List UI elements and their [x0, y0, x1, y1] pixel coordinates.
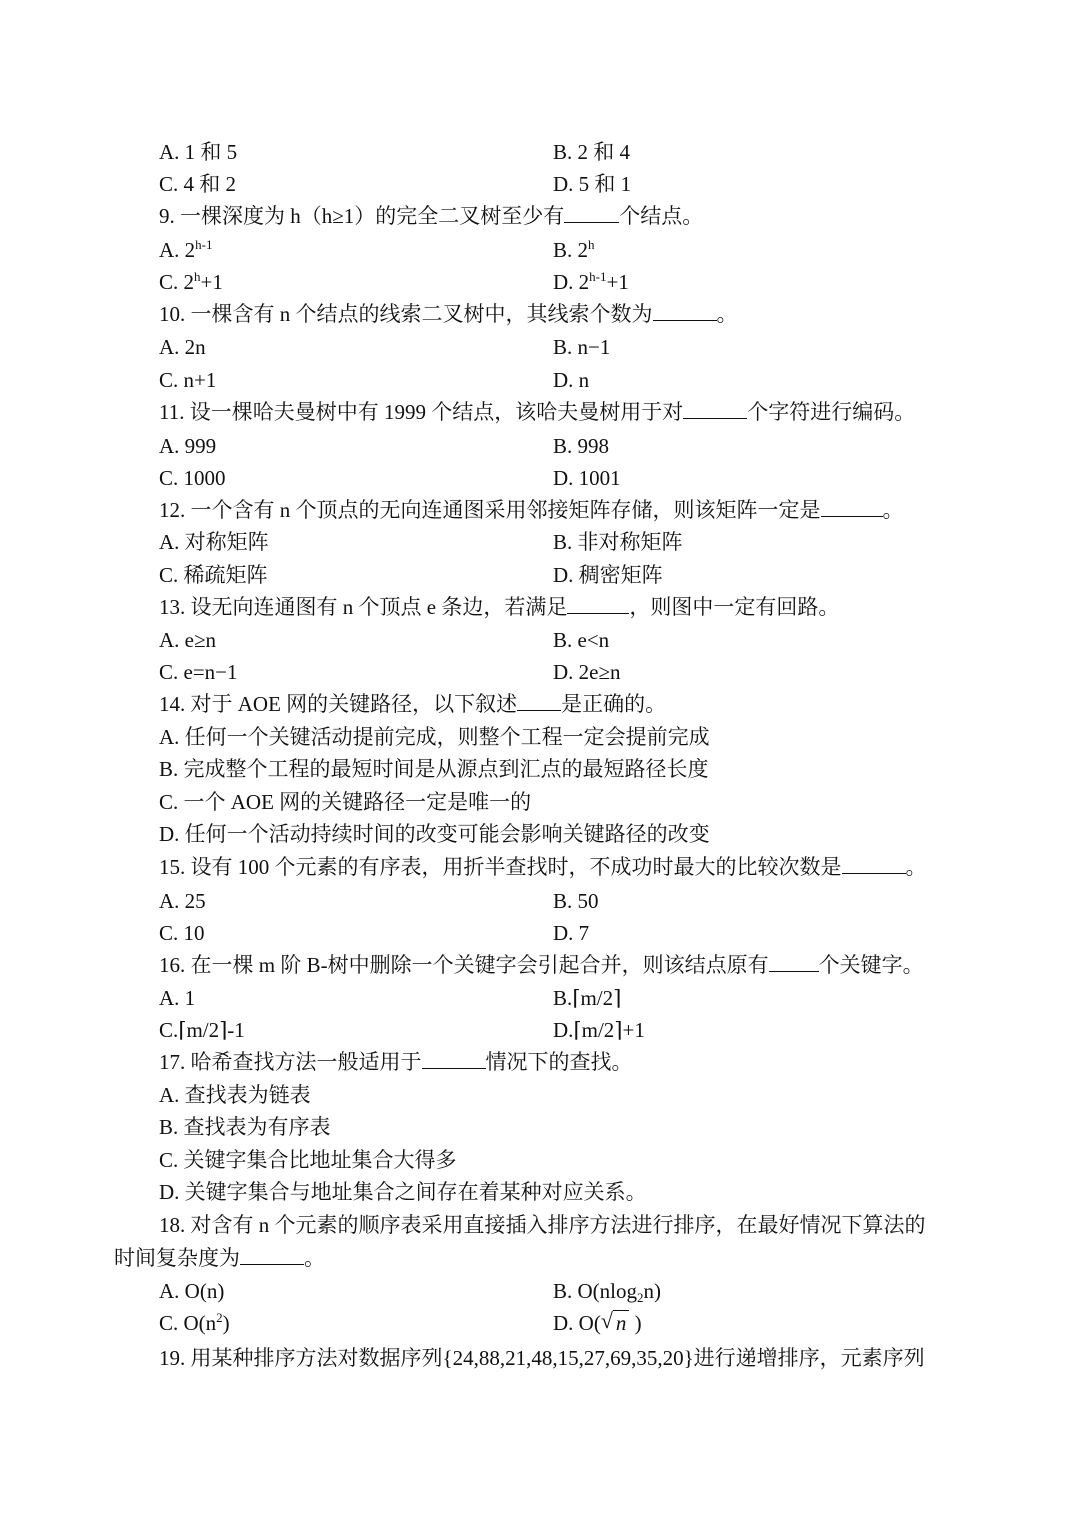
q11-stem: 11. 设一棵哈夫曼树中有 1999 个结点，该哈夫曼树用于对 个字符进行编码。: [159, 400, 916, 424]
q16-option-d: D.⌈m/2⌉+1: [553, 1018, 645, 1042]
q14-option-a: A. 任何一个关键活动提前完成，则整个工程一定会提前完成: [159, 725, 710, 749]
q19-stem: 19. 用某种排序方法对数据序列{24,88,21,48,15,27,69,35,20}进行递增排序，元素序列: [159, 1346, 925, 1370]
answer-blank: [564, 204, 619, 223]
q17-option-a: A. 查找表为链表: [159, 1083, 311, 1107]
q17-stem: 17. 哈希查找方法一般适用于 情况下的查找。: [159, 1050, 633, 1074]
answer-blank: [240, 1246, 304, 1265]
q9-option-b: B. 2$^h$: [553, 237, 595, 262]
q14-option-c: C. 一个 AOE 网的关键路径一定是唯一的: [159, 790, 532, 814]
q14-option-b: B. 完成整个工程的最短时间是从源点到汇点的最短路径长度: [159, 757, 709, 781]
q13-option-d: D. 2e≥n: [553, 660, 621, 684]
q13-option-a: A. e≥n: [159, 628, 217, 652]
q11-option-a: A. 999: [159, 434, 217, 458]
q16-option-b: B.⌈m/2⌉: [553, 986, 622, 1010]
q8-option-c: C. 4 和 2: [159, 172, 237, 196]
q9-option-c: C. $2^h+1$: [159, 269, 223, 294]
answer-blank: [567, 595, 629, 614]
q15-option-c: C. 10: [159, 921, 205, 945]
answer-blank: [769, 953, 819, 972]
q15-option-d: D. 7: [553, 921, 590, 945]
q16-stem: 16. 在一棵 m 阶 B-树中删除一个关键字会引起合并，则该结点原有 个关键字。: [159, 953, 924, 977]
q10-option-b: B. n−1: [553, 335, 611, 359]
q14-option-d: D. 任何一个活动持续时间的改变可能会影响关键路径的改变: [159, 822, 710, 846]
q12-option-d: D. 稠密矩阵: [553, 563, 663, 587]
square-root-symbol: √ n: [601, 1311, 630, 1335]
q12-option-a: A. 对称矩阵: [159, 530, 269, 554]
q18-stem-line2: 时间复杂度为 。: [114, 1246, 325, 1270]
q17-option-d: D. 关键字集合与地址集合之间存在着某种对应关系。: [159, 1180, 647, 1204]
q18-option-d: D. O( √ n ): [553, 1308, 642, 1335]
q11-option-c: C. 1000: [159, 466, 226, 490]
q15-stem: 15. 设有 100 个元素的有序表，用折半查找时，不成功时最大的比较次数是 。: [159, 855, 927, 879]
answer-blank: [517, 692, 561, 711]
q10-option-a: A. 2n: [159, 335, 206, 359]
q15-option-a: A. 25: [159, 889, 206, 913]
q9-option-d: D. $2^{h-1}+1$: [553, 269, 629, 294]
q11-option-d: D. 1001: [553, 466, 621, 490]
answer-blank: [683, 400, 747, 419]
q15-option-b: B. 50: [553, 889, 599, 913]
q9-stem: 9. 一棵深度为 h（h≥1）的完全二叉树至少有 个结点。: [159, 204, 704, 228]
answer-blank: [821, 498, 883, 517]
q17-option-c: C. 关键字集合比地址集合大得多: [159, 1148, 457, 1172]
q10-option-c: C. n+1: [159, 368, 217, 392]
q10-option-d: D. n: [553, 368, 590, 392]
q13-stem: 13. 设无向连通图有 n 个顶点 e 条边，若满足 ，则图中一定有回路。: [159, 595, 840, 619]
q14-stem: 14. 对于 AOE 网的关键路径，以下叙述 是正确的。: [159, 692, 667, 716]
q8-option-d: D. 5 和 1: [553, 172, 632, 196]
q12-option-c: C. 稀疏矩阵: [159, 563, 268, 587]
q13-option-c: C. e=n−1: [159, 660, 238, 684]
q13-option-b: B. e<n: [553, 628, 610, 652]
q10-stem: 10. 一棵含有 n 个结点的线索二叉树中，其线索个数为 。: [159, 302, 738, 326]
q11-option-b: B. 998: [553, 434, 610, 458]
q12-option-b: B. 非对称矩阵: [553, 530, 683, 554]
q18-stem-line1: 18. 对含有 n 个元素的顺序表采用直接插入排序方法进行排序，在最好情况下算法的: [159, 1213, 926, 1237]
answer-blank: [653, 302, 717, 321]
q18-option-c: C. $O(n^2)$: [159, 1310, 230, 1335]
q16-option-c: C.⌈m/2⌉-1: [159, 1018, 245, 1042]
q17-option-b: B. 查找表为有序表: [159, 1115, 331, 1139]
q8-option-b: B. 2 和 4: [553, 140, 631, 164]
q8-option-a: A. 1 和 5: [159, 140, 238, 164]
q16-option-a: A. 1: [159, 986, 196, 1010]
q18-option-a: A. O(n): [159, 1279, 225, 1303]
answer-blank: [422, 1050, 486, 1069]
q12-stem: 12. 一个含有 n 个顶点的无向连通图采用邻接矩阵存储，则该矩阵一定是 。: [159, 498, 904, 522]
q18-option-b: B. O(nlog$_2$n): [553, 1279, 661, 1305]
answer-blank: [842, 855, 906, 874]
q9-option-a: A. 2$^{h-1}$: [159, 237, 213, 262]
